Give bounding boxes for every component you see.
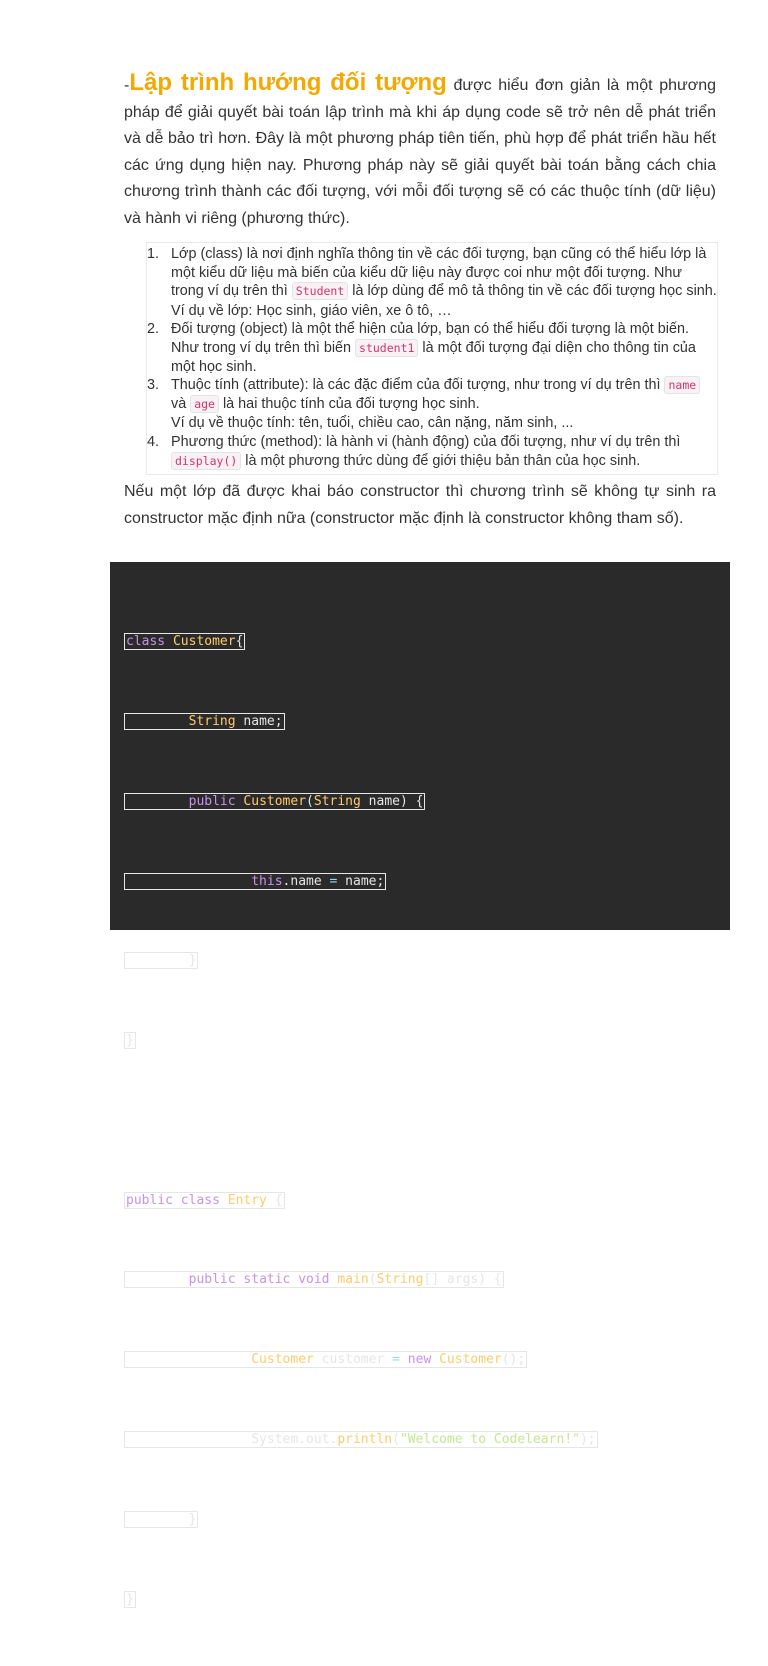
inline-code: name xyxy=(664,376,700,394)
code-line: public static void main(String[] args) { xyxy=(124,1267,598,1294)
code-line-blank xyxy=(124,1108,598,1135)
code-block xyxy=(110,562,730,1607)
list-item xyxy=(147,320,717,376)
code-line: public class Entry { xyxy=(126,1192,283,1208)
code-line: public Customer(String name) { xyxy=(124,789,598,816)
code-line: System.out.println("Welcome to Codelearn!"); xyxy=(124,1427,598,1454)
list-item-text: là một phương thức dùng để giới thiệu bản thân của học sinh. xyxy=(241,452,641,469)
list-item xyxy=(147,245,717,320)
list-item-text: là lớp dùng để mô tả thông tin về các đối tượng học sinh. xyxy=(348,283,717,300)
article-content xyxy=(124,70,716,532)
code-line: this.name = name; xyxy=(124,869,598,896)
list-item-text: Thuộc tính (attribute): là các đặc điểm của đối tượng, như trong ví dụ trên thì xyxy=(171,377,665,394)
list-item xyxy=(147,376,717,433)
list-item xyxy=(147,433,717,470)
inline-code: Student xyxy=(292,282,348,300)
code-line: } xyxy=(126,1033,134,1049)
code-line: Customer customer = new Customer(); xyxy=(124,1347,598,1374)
list-number: 2. xyxy=(147,321,160,338)
list-item-text: và xyxy=(171,395,191,412)
intro-text: được hiểu đơn giản là một phương pháp để giải quyết bài toán lập trình mà khi áp dụng code sẽ trở nên dễ phát triển và dễ bảo trì hơn. Đây là một phương pháp tiên tiến, phù hợp để phát triển hầu hết các ứng dụng hiện nay. Phương pháp này sẽ giải quyết bài toán bằng cách chia chương trình thành các đối tượng, với mỗi đối tượng sẽ có các thuộc tính (dữ liệu) và hành vi riêng (phương thức). xyxy=(124,77,717,227)
code-line: } xyxy=(124,1507,598,1534)
list-item-text: Đối tượng (object) là một thể hiện của lớp, bạn có thể hiểu đối tượng là một biến. Như trong ví dụ trên thì biến xyxy=(171,321,689,356)
list-item-example: Ví dụ về lớp: Học sinh, giáo viên, xe ô tô, … xyxy=(171,302,452,319)
intro-dash: - xyxy=(124,77,130,94)
list-number: 3. xyxy=(147,377,160,394)
list-item-text: Lớp (class) là nơi định nghĩa thông tin về các đối tượng, bạn cũng có thể hiểu lớp là một kiểu dữ liệu mà biến của kiểu dữ liệu này được coi như một đối tượng. Như trong ví dụ trên thì xyxy=(171,246,707,300)
inline-code: age xyxy=(190,395,219,413)
intro-paragraph xyxy=(124,70,716,232)
inline-code: student1 xyxy=(355,339,418,357)
code-line: } xyxy=(126,1591,134,1607)
list-number: 1. xyxy=(147,246,160,262)
list-item-text: Phương thức (method): là hành vi (hành động) của đối tượng, như ví dụ trên thì xyxy=(171,433,681,450)
list-item-example: Ví dụ về thuộc tính: tên, tuổi, chiều cao, cân nặng, năm sinh, ... xyxy=(171,415,574,432)
intro-title: Lập trình hướng đối tượng xyxy=(129,69,447,96)
code-line: class Customer{ xyxy=(126,634,244,650)
list-number: 4. xyxy=(147,433,160,450)
code-line: String name; xyxy=(124,709,598,736)
definition-list-box xyxy=(146,242,718,475)
inline-code: display() xyxy=(171,452,241,470)
list-item-text: là hai thuộc tính của đối tượng học sinh. xyxy=(218,395,480,412)
list-item-text: là một đối tượng đại diện cho thông tin của một học sinh. xyxy=(171,339,696,375)
constructor-note: Nếu một lớp đã được khai báo constructor thì chương trình sẽ không tự sinh ra constructor mặc định nữa (constructor mặc định là constructor không tham số). xyxy=(124,483,716,527)
definition-list xyxy=(147,245,717,470)
code-lines xyxy=(124,576,598,1666)
code-line: } xyxy=(124,948,598,975)
